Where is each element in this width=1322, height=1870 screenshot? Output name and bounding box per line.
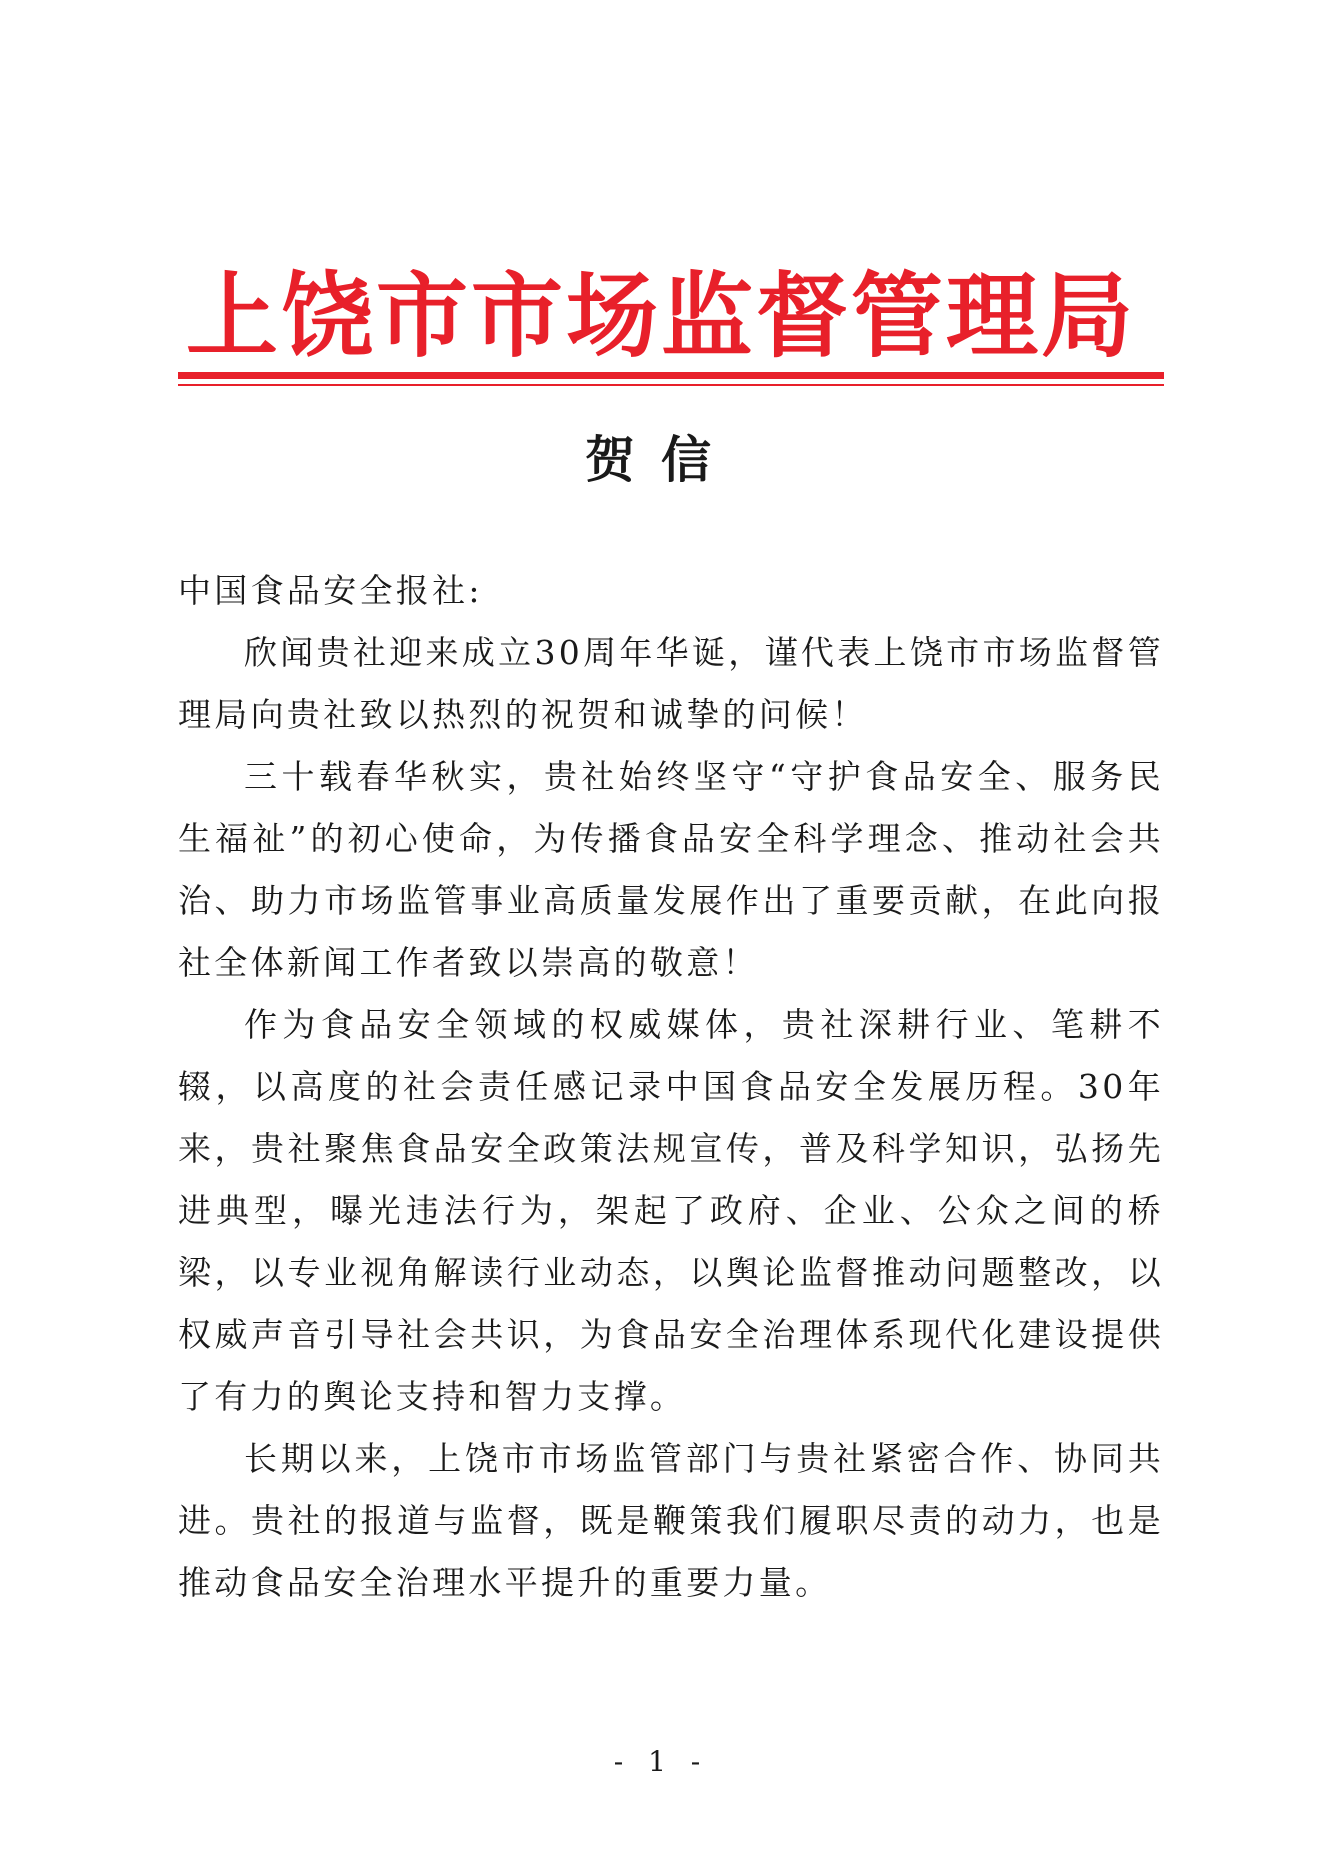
paragraph: 作为食品安全领域的权威媒体，贵社深耕行业、笔耕不辍，以高度的社会责任感记录中国食品安全发展历程。30年来，贵社聚焦食品安全政策法规宣传，普及科学知识，弘扬先进典型，曝光违法行为，架起了政府、企业、公众之间的桥梁，以专业视角解读行业动态，以舆论监督推动问题整改，以权威声音引导社会共识，为食品安全治理体系现代化建设提供了有力的舆论支持和智力支撑。	[178, 1005, 1164, 1416]
paragraph: 欣闻贵社迎来成立30周年华诞，谨代表上饶市市场监督管理局向贵社致以热烈的祝贺和诚挚的问候！	[178, 633, 1164, 734]
paragraph: 三十载春华秋实，贵社始终坚守“守护食品安全、服务民生福祉”的初心使命，为传播食品安全科学理念、推动社会共治、助力市场监管事业高质量发展作出了重要贡献，在此向报社全体新闻工作者致以崇高的敬意！	[178, 757, 1164, 982]
letterhead-rule-thick	[178, 372, 1164, 379]
letterhead-title: 上饶市市场监督管理局	[185, 263, 1136, 370]
document-title: 贺信	[585, 431, 737, 489]
paragraph: 长期以来，上饶市市场监管部门与贵社紧密合作、协同共进。贵社的报道与监督，既是鞭策我们履职尽责的动力，也是推动食品安全治理水平提升的重要力量。	[178, 1439, 1164, 1602]
letterhead-rule-thin	[178, 384, 1164, 386]
page-number: - 1 -	[613, 1745, 709, 1778]
letter-body	[178, 560, 1164, 1614]
salutation: 中国食品安全报社:	[178, 571, 483, 610]
